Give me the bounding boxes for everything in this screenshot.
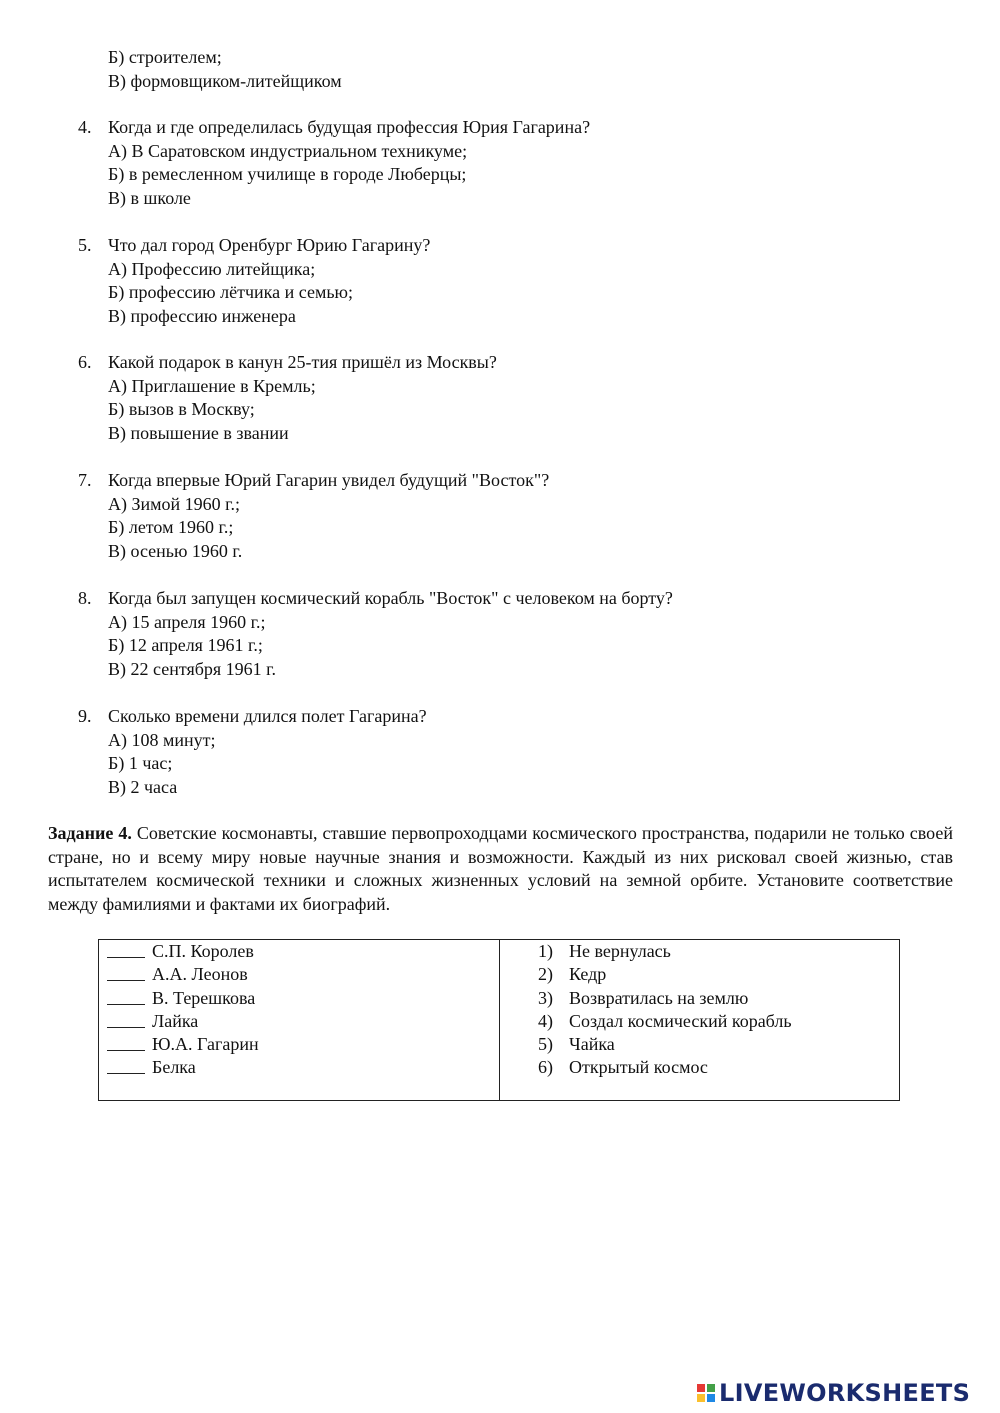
question-4: [78, 116, 958, 210]
name-label: Белка: [152, 1057, 196, 1078]
answer-blank[interactable]: [107, 1033, 145, 1051]
logo-text: LIVEWORKSHEETS: [719, 1379, 971, 1407]
task-4-instructions: [48, 822, 953, 916]
answer-option[interactable]: А) 15 апреля 1960 г.;: [108, 611, 266, 632]
question-text: Когда и где определилась будущая профессия Юрия Гагарина?: [108, 117, 591, 137]
question-number: 9.: [78, 706, 92, 726]
liveworksheets-logo: [697, 1378, 970, 1408]
answer-option[interactable]: В) повышение в звании: [108, 422, 289, 443]
name-label: В. Терешкова: [152, 987, 256, 1008]
fact-row: [538, 1056, 899, 1079]
answer-option[interactable]: В) профессию инженера: [108, 305, 296, 326]
question-text: Какой подарок в канун 25-тия пришёл из Москвы?: [108, 352, 497, 372]
answer-blank[interactable]: [107, 1010, 145, 1028]
answer-option[interactable]: Б) 12 апреля 1961 г.;: [108, 635, 263, 655]
name-label: С.П. Королев: [152, 941, 254, 961]
question-number: 8.: [78, 588, 92, 608]
fact-text: Открытый космос: [569, 1057, 708, 1078]
name-label: А.А. Леонов: [152, 964, 248, 985]
facts-column: [500, 940, 899, 1100]
question-text: Сколько времени длился полет Гагарина?: [108, 706, 427, 726]
question-number: 4.: [78, 117, 92, 137]
fact-number: 5): [538, 1034, 553, 1055]
fact-row: [538, 940, 899, 963]
answer-blank[interactable]: [107, 1056, 145, 1074]
answer-option[interactable]: В) 22 сентября 1961 г.: [108, 658, 277, 679]
name-row: [107, 1056, 499, 1079]
matching-table: [98, 939, 900, 1101]
carryover-options: [108, 46, 342, 93]
name-row: [107, 1010, 499, 1033]
fact-row: [538, 1010, 899, 1033]
fact-row: [538, 963, 899, 986]
answer-option[interactable]: Б) летом 1960 г.;: [108, 517, 234, 537]
fact-row: [538, 1033, 899, 1056]
answer-option[interactable]: В) 2 часа: [108, 776, 178, 797]
question-text: Когда впервые Юрий Гагарин увидел будущий "Восток"?: [108, 470, 550, 490]
answer-option[interactable]: В) осенью 1960 г.: [108, 540, 243, 561]
logo-mark-icon: [697, 1384, 715, 1402]
question-9: [78, 705, 958, 799]
answer-option[interactable]: Б) вызов в Москву;: [108, 399, 255, 419]
question-6: [78, 351, 958, 445]
answer-blank[interactable]: [107, 963, 145, 981]
answer-blank[interactable]: [107, 940, 145, 958]
question-number: 6.: [78, 352, 92, 372]
answer-blank[interactable]: [107, 987, 145, 1005]
name-row: [107, 940, 499, 963]
fact-number: 3): [538, 987, 553, 1008]
option: В) формовщиком-литейщиком: [108, 70, 342, 91]
name-row: [107, 1033, 499, 1056]
question-8: [78, 587, 958, 681]
question-number: 5.: [78, 235, 92, 255]
fact-text: Создал космический корабль: [569, 1010, 792, 1031]
question-5: [78, 234, 958, 328]
answer-option[interactable]: А) В Саратовском индустриальном техникуме;: [108, 140, 468, 161]
fact-row: [538, 987, 899, 1010]
fact-number: 2): [538, 964, 553, 985]
name-row: [107, 987, 499, 1010]
answer-option[interactable]: Б) в ремесленном училище в городе Люберцы;: [108, 164, 467, 184]
task-label: Задание 4.: [48, 823, 132, 843]
fact-number: 4): [538, 1010, 553, 1031]
answer-option[interactable]: Б) 1 час;: [108, 753, 173, 773]
answer-option[interactable]: А) Зимой 1960 г.;: [108, 493, 241, 514]
fact-text: Возвратилась на землю: [569, 987, 749, 1008]
names-column: [99, 940, 500, 1100]
question-7: [78, 469, 958, 563]
fact-text: Не вернулась: [569, 941, 671, 961]
question-text: Когда был запущен космический корабль "Восток" с человеком на борту?: [108, 588, 673, 608]
answer-option[interactable]: Б) профессию лётчика и семью;: [108, 282, 353, 302]
answer-option[interactable]: А) Приглашение в Кремль;: [108, 375, 316, 396]
fact-text: Кедр: [569, 964, 607, 985]
fact-text: Чайка: [569, 1034, 615, 1055]
fact-number: 6): [538, 1057, 553, 1078]
question-text: Что дал город Оренбург Юрию Гагарину?: [108, 235, 431, 255]
name-label: Лайка: [152, 1010, 199, 1031]
answer-option[interactable]: А) Профессию литейщика;: [108, 258, 316, 279]
name-row: [107, 963, 499, 986]
question-number: 7.: [78, 470, 92, 490]
fact-number: 1): [538, 941, 553, 961]
answer-option[interactable]: В) в школе: [108, 187, 191, 208]
task-text: Советские космонавты, ставшие первопроходцами космического пространства, подарили не только своей стране, но и всему миру новые научные знания и возможности. Каждый из них рисковал своей жизнью, став испытателем космической техники и сложных жизненных условий на земной орбите. Установите соответствие между фамилиями и фактами их биографий.: [48, 823, 953, 914]
option: Б) строителем;: [108, 47, 222, 67]
name-label: Ю.А. Гагарин: [152, 1034, 259, 1055]
answer-option[interactable]: А) 108 минут;: [108, 729, 216, 750]
